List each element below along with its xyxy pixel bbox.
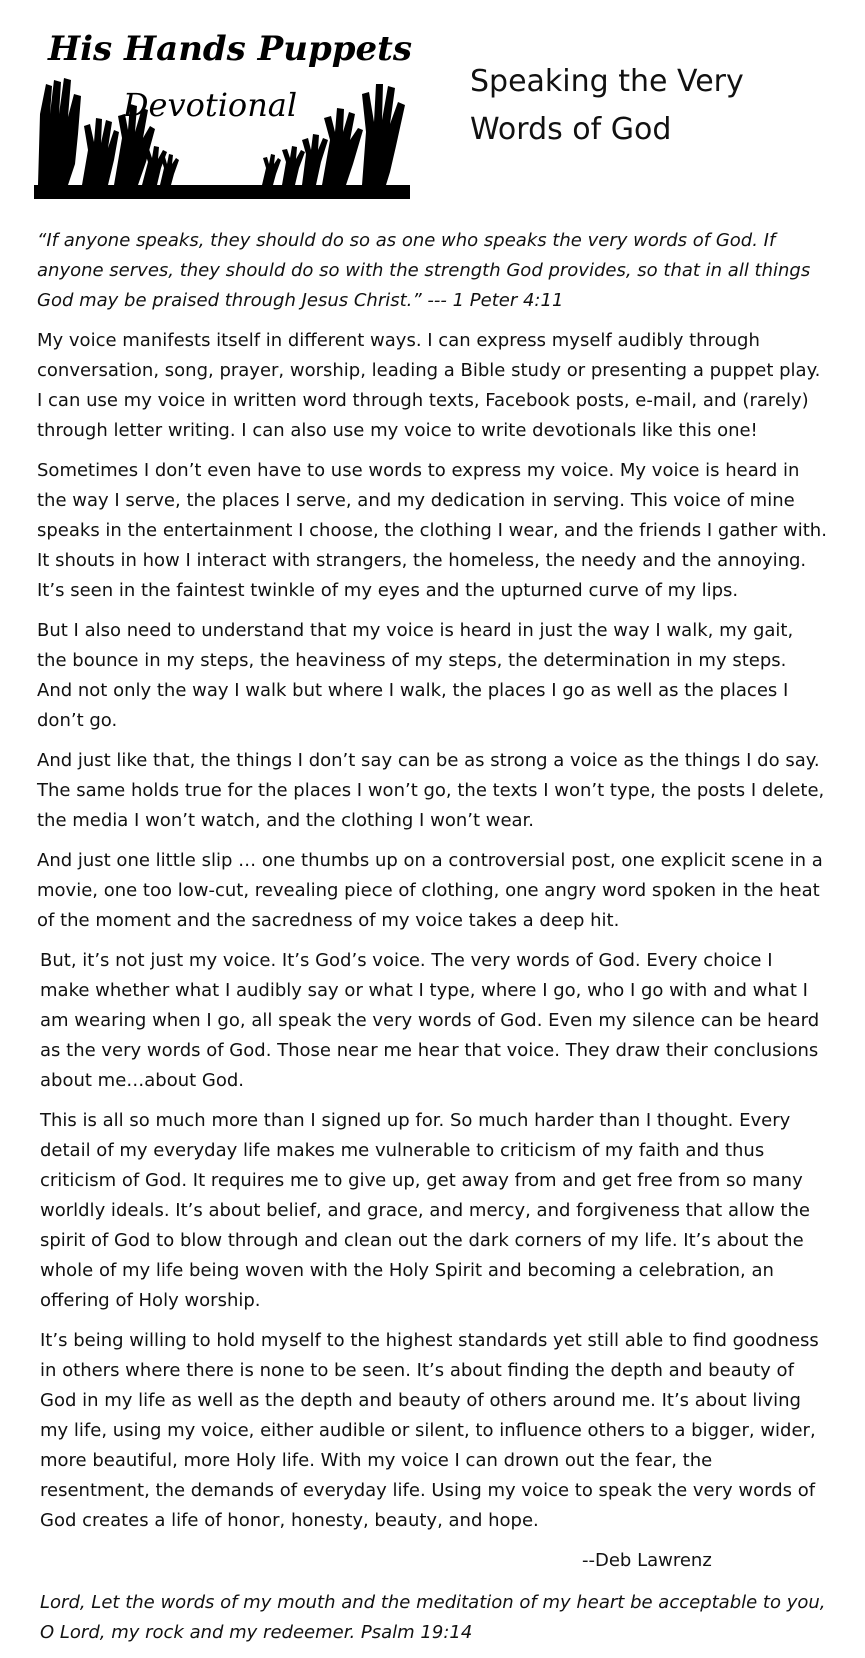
logo-line2: Devotional	[122, 86, 298, 124]
devotional-body	[37, 226, 827, 1658]
logo-line1: His Hands Puppets	[48, 29, 412, 69]
prayer-line2: O Lord, my rock and my redeemer. Psalm 19:14	[40, 1622, 473, 1643]
paragraph-5: And just one little slip … one thumbs up on a controversial post, one explicit scene in a movie, one too low-cut, revealing piece of clothing, one angry word spoken in the heat of the moment and the sacredness of my voice takes a deep hit.	[37, 850, 823, 931]
paragraph-2: Sometimes I don’t even have to use words to express my voice. My voice is heard in the way I serve, the places I serve, and my dedication in serving. This voice of mine speaks in the entertainment I choose, the clothing I wear, and the friends I gather with. It shouts in how I interact with strangers, the homeless, the needy and the annoying. It’s seen in the faintest twinkle of my eyes and the upturned curve of my lips.	[37, 460, 827, 601]
paragraph-6: But, it’s not just my voice. It’s God’s voice. The very words of God. Every choice I make whether what I audibly say or what I type, where I go, who I go with and what I am wearing when I go, all speak the very words of God. Even my silence can be heard as the very words of God. Those near me hear that voice. They draw their conclusions about me…about God.	[40, 950, 820, 1091]
page-title	[470, 58, 744, 154]
prayer-line1: Lord, Let the words of my mouth and the meditation of my heart be acceptable to you,	[40, 1592, 826, 1613]
paragraph-4: And just like that, the things I don’t say can be as strong a voice as the things I do say. The same holds true for the places I won’t go, the texts I won’t type, the posts I delete, the media I won’t watch, and the clothing I won’t wear.	[37, 750, 825, 831]
devotional-logo	[30, 22, 430, 212]
paragraph-3: But I also need to understand that my voice is heard in just the way I walk, my gait, the bounce in my steps, the heaviness of my steps, the determination in my steps. And not only the way I walk but where I walk, the places I go as well as the places I don’t go.	[37, 620, 794, 731]
scripture-quote: “If anyone speaks, they should do so as one who speaks the very words of God. If anyone serves, they should do so with the strength God provides, so that in all things God may be praised through Jesus Christ.” --- 1 Peter 4:11	[37, 230, 811, 311]
title-line2: Words of God	[470, 112, 672, 147]
closing-prayer	[37, 1588, 827, 1648]
title-line1: Speaking the Very	[470, 64, 744, 99]
paragraph-7: This is all so much more than I signed up for. So much harder than I thought. Every detail of my everyday life makes me vulnerable to criticism of my faith and thus criticism of God. It requires me to give up, get away from and get free from so many worldly ideals. It’s about belief, and grace, and mercy, and forgiveness that allow the spirit of God to blow through and clean out the dark corners of my life. It’s about the whole of my life being woven with the Holy Spirit and becoming a celebration, an offering of Holy worship.	[40, 1110, 810, 1311]
raised-hands-icon	[30, 22, 430, 212]
paragraph-8: It’s being willing to hold myself to the highest standards yet still able to find goodness in others where there is none to be seen. It’s about finding the depth and beauty of God in my life as well as the depth and beauty of others around me. It’s about living my life, using my voice, either audible or silent, to influence others to a bigger, wider, more beautiful, more Holy life. With my voice I can drown out the fear, the resentment, the demands of everyday life. Using my voice to speak the very words of God creates a life of honor, honesty, beauty, and hope.	[40, 1330, 819, 1531]
author-signature: --Deb Lawrenz	[582, 1550, 712, 1571]
paragraph-1: My voice manifests itself in different ways. I can express myself audibly through conversation, song, prayer, worship, leading a Bible study or presenting a puppet play. I can use my voice in written word through texts, Facebook posts, e-mail, and (rarely) through letter writing. I can also use my voice to write devotionals like this one!	[37, 330, 821, 441]
